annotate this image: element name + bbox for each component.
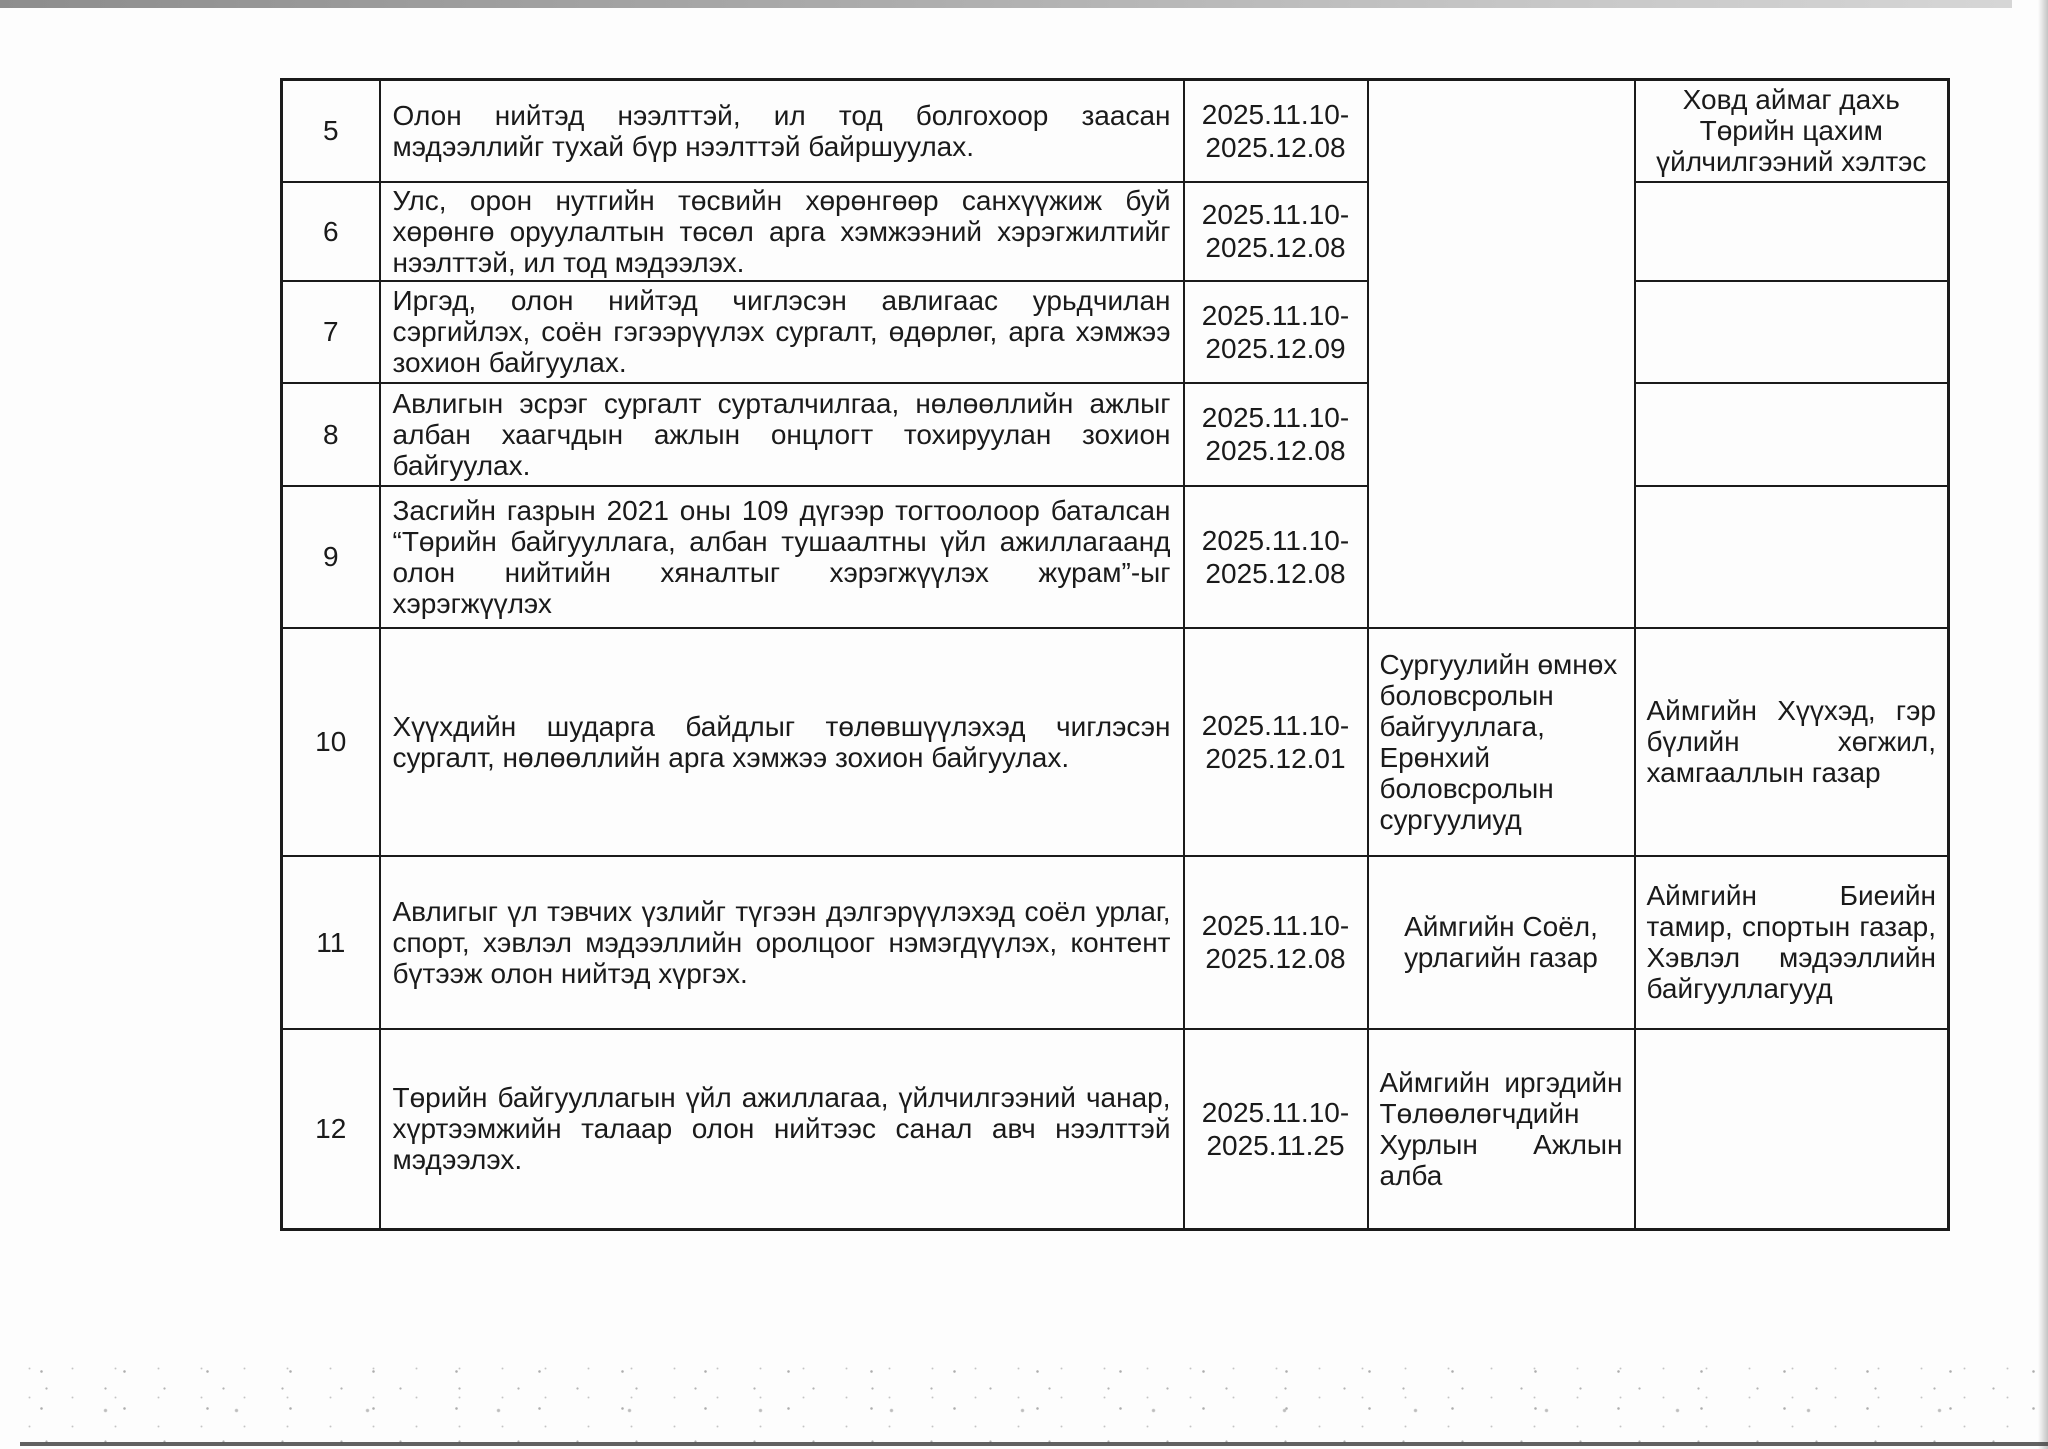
row-number-cell: 7 [282,281,380,383]
row-number-cell: 11 [282,856,380,1029]
partner-cell: Аймгийн Хүүхэд, гэр бүлийн хөгжил, хамгааллын газар [1635,628,1949,856]
row-number-cell: 5 [282,80,380,182]
activity-cell: Засгийн газрын 2021 оны 109 дүгээр тогтоолоор баталсан “Төрийн байгууллага, албан тушаалтны үйл ажиллагаанд олон нийтийн хяналтыг хэрэгжүүлэх журам”-ыг хэрэгжүүлэх [380,486,1184,628]
table-row [282,182,1949,281]
implementer-cell: Аймгийн Соёл, урлагийн газар [1368,856,1635,1029]
partner-cell [1635,486,1949,628]
partner-cell [1635,383,1949,486]
scan-edge-right [2038,0,2048,1449]
row-number-cell: 8 [282,383,380,486]
scan-edge-top [0,0,2012,8]
partner-cell [1635,182,1949,281]
date-start-text: 2025.11.10- [1201,199,1350,230]
activity-cell: Олон нийтэд нээлттэй, ил тод болгохоор заасан мэдээллийг тухай бүр нээлттэй байршуулах. [380,80,1184,182]
table-row [282,80,1949,182]
date-cell [1184,383,1368,486]
date-start-text: 2025.11.10- [1201,402,1350,433]
date-end-text: 2025.12.08 [1205,435,1346,466]
table-row [282,628,1949,856]
date-cell [1184,80,1368,182]
row-number-cell: 10 [282,628,380,856]
partner-cell [1635,1029,1949,1230]
date-cell [1184,856,1368,1029]
date-end-text: 2025.12.09 [1205,332,1346,364]
scan-noise-band [0,1353,2048,1443]
date-start-text: 2025.11.10- [1201,709,1350,741]
implementer-cell: Аймгийн иргэдийн Төлөөлөгчдийн Хурлын Ажлын алба [1368,1029,1635,1230]
date-end-text: 2025.12.08 [1205,557,1346,589]
implementer-cell-merged [1368,80,1635,628]
date-cell [1184,1029,1368,1230]
activity-cell: Авлигыг үл тэвчих үзлийг түгээн дэлгэрүүлэхэд соёл урлаг, спорт, хэвлэл мэдээллийн оролцоог нэмэгдүүлэх, контент бүтээж олон нийтэд хүргэх. [380,856,1184,1029]
date-cell [1184,182,1368,281]
date-start-text: 2025.11.10- [1201,910,1350,941]
date-end-text: 2025.11.25 [1206,1129,1345,1161]
partner-cell: Аймгийн Биеийн тамир, спортын газар, Хэвлэл мэдээллийн байгууллагууд [1635,856,1949,1029]
row-number-cell: 9 [282,486,380,628]
scan-edge-bottom [20,1442,2048,1446]
date-cell [1184,628,1368,856]
activity-cell: Улс, орон нутгийн төсвийн хөрөнгөөр санхүүжиж буй хөрөнгө оруулалтын төсөл арга хэмжээний хэрэгжилтийг нээлттэй, ил тод мэдээлэх. [380,182,1184,281]
date-end-text: 2025.12.08 [1205,232,1346,263]
date-end-text: 2025.12.08 [1205,943,1346,974]
date-cell [1184,281,1368,383]
partner-cell [1635,281,1949,383]
table-row [282,281,1949,383]
table-row [282,486,1949,628]
table-row [282,383,1949,486]
date-start-text: 2025.11.10- [1201,299,1350,331]
date-start-text: 2025.11.10- [1201,1096,1350,1128]
activity-plan-table [280,78,1950,1231]
activity-cell: Хүүхдийн шударга байдлыг төлөвшүүлэхэд чиглэсэн сургалт, нөлөөллийн арга хэмжээ зохион байгуулах. [380,628,1184,856]
activity-cell: Төрийн байгууллагын үйл ажиллагаа, үйлчилгээний чанар, хүртээмжийн талаар олон нийтээс санал авч нээлттэй мэдээлэх. [380,1029,1184,1230]
row-number-cell: 12 [282,1029,380,1230]
table-row [282,1029,1949,1230]
activity-cell: Иргэд, олон нийтэд чиглэсэн авлигаас урьдчилан сэргийлэх, соён гэгээрүүлэх сургалт, өдөрлөг, арга хэмжээ зохион байгуулах. [380,281,1184,383]
activity-cell: Авлигын эсрэг сургалт сурталчилгаа, нөлөөллийн ажлыг албан хаагчдын ажлын онцлогт тохируулан зохион байгуулах. [380,383,1184,486]
date-start-text: 2025.11.10- [1201,524,1350,556]
date-cell [1184,486,1368,628]
date-end-text: 2025.12.01 [1205,742,1346,774]
implementer-cell: Сургуулийн өмнөх боловсролын байгууллага, Ерөнхий боловсролын сургуулиуд [1368,628,1635,856]
date-start-text: 2025.11.10- [1201,98,1350,130]
date-end-text: 2025.12.08 [1205,131,1346,163]
table-row [282,856,1949,1029]
row-number-cell: 6 [282,182,380,281]
partner-cell: Ховд аймаг дахь Төрийн цахим үйлчилгээний хэлтэс [1635,80,1949,182]
